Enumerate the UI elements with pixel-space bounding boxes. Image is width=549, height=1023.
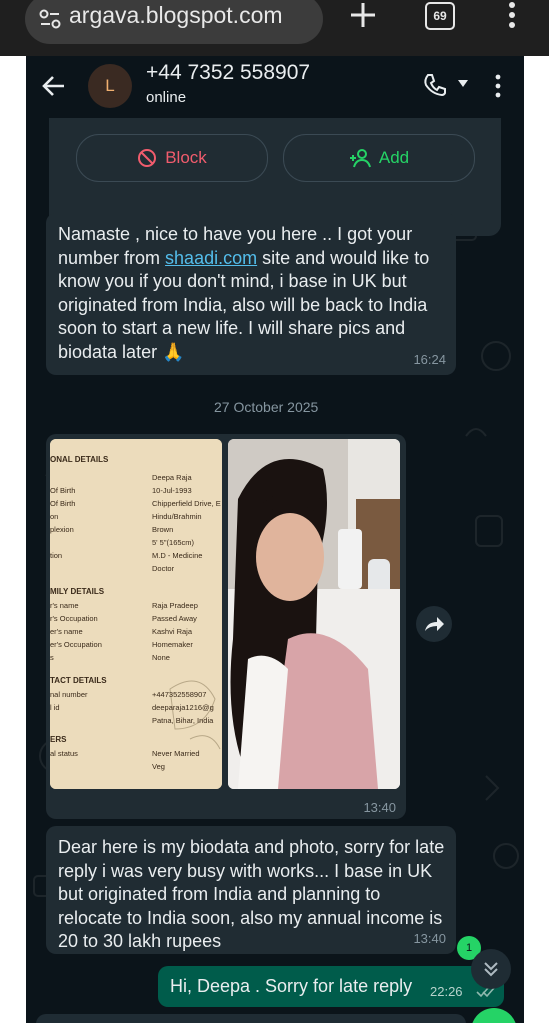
- photo-picture: [228, 439, 400, 789]
- message-text-part: site and would like to know you if you don't mind, i base in UK but originated from India, also will be back to India soon to start a new life. I will share pics and biodata later 🙏: [58, 247, 430, 362]
- message-input[interactable]: [36, 1014, 466, 1023]
- block-icon: [137, 148, 157, 168]
- chat-header: [26, 56, 524, 118]
- biodata-value: Doctor: [152, 564, 175, 573]
- block-button[interactable]: [76, 134, 268, 182]
- biodata-value: Chipperfield Drive, E: [152, 499, 221, 508]
- contact-phone[interactable]: +44 7352 558907: [146, 61, 311, 84]
- add-button[interactable]: [283, 134, 475, 182]
- message-time: 13:40: [413, 930, 446, 946]
- message-text: [58, 223, 446, 364]
- outgoing-message[interactable]: [158, 966, 504, 1007]
- biodata-value: Raja Pradeep: [152, 601, 198, 610]
- biodata-label: l id: [50, 703, 60, 712]
- biodata-value: Hindu/Brahmin: [152, 512, 202, 521]
- chat-menu-icon[interactable]: [489, 72, 507, 100]
- biodata-value: Kashvi Raja: [152, 627, 193, 636]
- biodata-value: +447352558907: [152, 690, 207, 699]
- phone-call-icon[interactable]: [422, 72, 448, 98]
- tab-count: 69: [433, 9, 447, 23]
- biodata-label: plexion: [50, 525, 74, 534]
- message-time: 13:40: [363, 800, 396, 815]
- add-person-icon: [349, 148, 371, 168]
- biodata-value: Never Married: [152, 749, 200, 758]
- date-divider: 27 October 2025: [214, 399, 319, 415]
- biodata-image[interactable]: [50, 439, 222, 789]
- biodata-section-heading: TACT DETAILS: [50, 676, 107, 685]
- biodata-value: deeparaja1216@g: [152, 703, 214, 712]
- biodata-value: 10-Jul-1993: [152, 486, 192, 495]
- forward-button[interactable]: [416, 606, 452, 642]
- biodata-value: Deepa Raja: [152, 473, 192, 482]
- page-margin-right: [524, 56, 549, 1023]
- message-text: Hi, Deepa . Sorry for late reply: [170, 976, 413, 996]
- message-time: 16:24: [413, 351, 446, 367]
- incoming-media-message[interactable]: [46, 434, 406, 819]
- biodata-value: Homemaker: [152, 640, 193, 649]
- page-margin-left: [0, 56, 26, 1023]
- biodata-label: s: [50, 653, 54, 662]
- biodata-label: Of Birth: [50, 486, 76, 495]
- tab-switcher-icon[interactable]: [425, 2, 455, 30]
- profile-photo[interactable]: [228, 439, 400, 789]
- biodata-label: r's name: [50, 601, 79, 610]
- biodata-label: er's name: [50, 627, 83, 636]
- biodata-value: Brown: [152, 525, 174, 534]
- scroll-down-button[interactable]: [471, 949, 511, 989]
- biodata-value: 5' 5"(165cm): [152, 538, 195, 547]
- message-text-part: Namaste , nice to have you here .. I got your number from: [58, 224, 413, 268]
- forward-icon: [423, 615, 445, 633]
- biodata-label: r's Occupation: [50, 614, 98, 623]
- biodata-label: tion: [50, 551, 63, 560]
- avatar[interactable]: [88, 64, 132, 108]
- block-label: Block: [165, 148, 207, 167]
- browser-toolbar: [0, 0, 549, 56]
- chat-window: [26, 56, 524, 1023]
- biodata-value: Veg: [152, 762, 165, 771]
- address-bar[interactable]: [25, 0, 323, 44]
- personal-heading: ONAL DETAILS: [50, 455, 109, 464]
- biodata-section-heading: ERS: [50, 735, 67, 744]
- biodata-value: Passed Away: [152, 614, 197, 623]
- biodata-value: Patna, Bihar, India: [152, 716, 214, 725]
- avatar-letter: L: [105, 76, 115, 95]
- biodata-value: M.D - Medicine: [152, 551, 203, 560]
- biodata-label: er's Occupation: [50, 640, 102, 649]
- biodata-section-heading: MILY DETAILS: [50, 587, 105, 596]
- incoming-message[interactable]: [46, 213, 456, 375]
- site-settings-icon[interactable]: [37, 6, 63, 32]
- unread-count-badge: 1: [457, 936, 481, 960]
- chevron-down-icon[interactable]: [458, 80, 468, 88]
- message-text: Dear here is my biodata and photo, sorry for late reply i was very busy with works... I base in UK but originated from India and planning to relocate to India soon, also my annual income is 20 to 30 lakh rupees: [58, 837, 445, 951]
- biodata-label: al status: [50, 749, 78, 758]
- biodata-value: None: [152, 653, 170, 662]
- biodata-label: on: [50, 512, 59, 521]
- add-label: Add: [378, 148, 410, 167]
- new-tab-plus-icon[interactable]: [346, 0, 380, 32]
- biodata-label: Of Birth: [50, 499, 76, 508]
- message-time: 22:26: [430, 984, 463, 999]
- double-chevron-down-icon: [482, 960, 500, 978]
- biodata-label: nal number: [50, 690, 88, 699]
- shaadi-link[interactable]: shaadi.com: [165, 247, 258, 268]
- browser-menu-icon[interactable]: [500, 0, 524, 34]
- contact-status: online: [146, 89, 187, 106]
- back-arrow-icon[interactable]: [40, 72, 68, 100]
- url-text[interactable]: argava.blogspot.com: [69, 2, 283, 28]
- incoming-message[interactable]: [46, 826, 456, 954]
